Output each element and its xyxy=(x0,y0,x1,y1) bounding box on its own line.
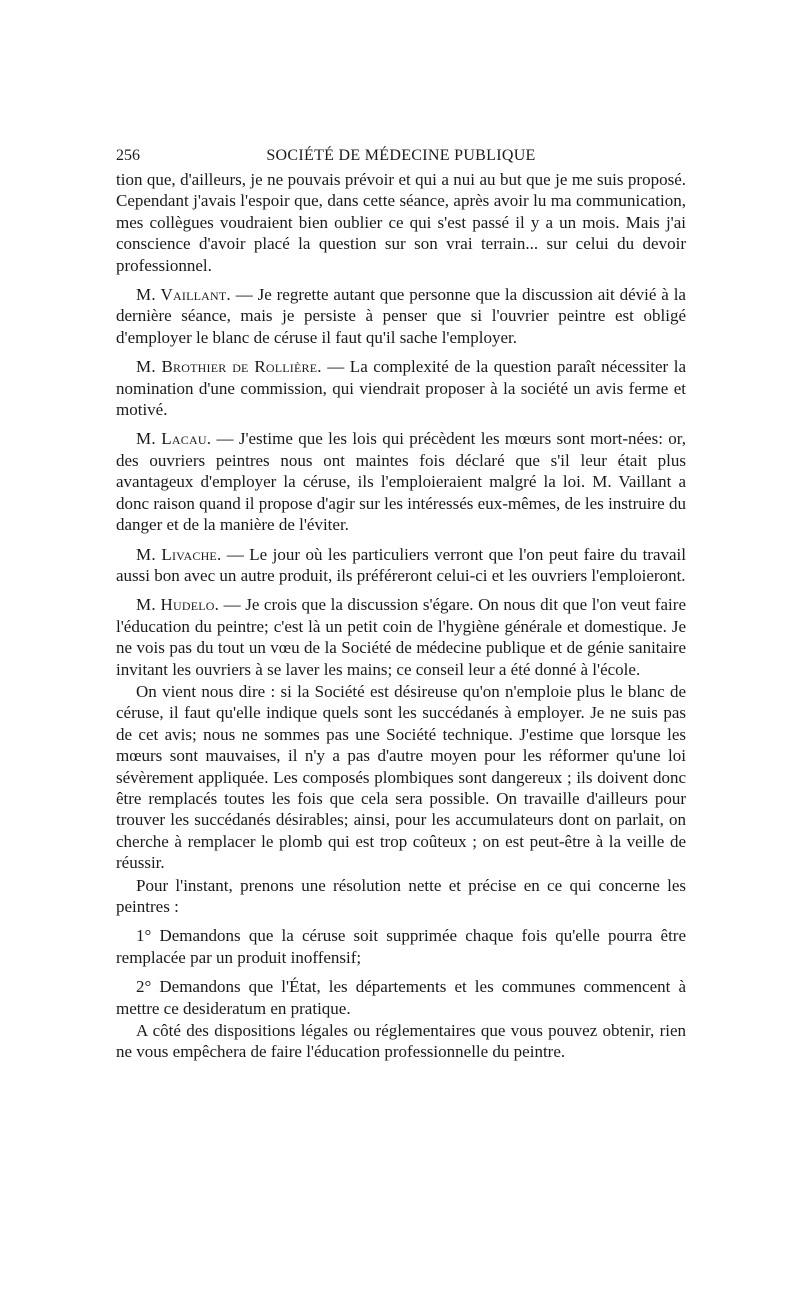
resolution-item-2 xyxy=(116,976,686,1019)
page-number: 256 xyxy=(116,147,140,164)
paragraph-text: — Le jour où les particuliers verront que l'on peut faire du travail aussi bon avec un autre produit, ils préféreront celui-ci et les ouvriers l'emploieront. xyxy=(116,544,686,585)
speaker-name: M. Lacau. xyxy=(136,429,212,449)
paragraph-text: — J'estime que les lois qui précèdent les mœurs sont mort-nées: or, des ouvriers peintres nous ont maintes fois déclaré que s'il leur était plus avantageux d'employer la céruse, ils l'emploieraient malgré la loi. M. Vaillant a donc raison quand il propose d'agir sur les intéressés eux-mêmes, de les instruire du danger et de la manière de l'éviter. xyxy=(116,429,687,535)
paragraph-text: — Je regrette autant que personne que la discussion ait dévié à la dernière séance, mais je persiste à penser que si l'ouvrier peintre est obligé d'employer le blanc de céruse il faut qu'il sache l'employer. xyxy=(116,285,686,347)
paragraph-hudelo xyxy=(116,594,686,680)
paragraph-lacau xyxy=(116,428,686,535)
paragraph-text: A côté des dispositions légales ou réglementaires que vous pouvez obtenir, rien ne vous empêchera de faire l'éducation professionnelle du peintre. xyxy=(116,1021,686,1062)
paragraph-text: On vient nous dire : si la Société est désireuse qu'on n'emploie plus le blanc de céruse, il faut qu'elle indique quels sont les succédanés à employer. Je ne suis pas de cet avis; nous ne sommes pas une Société technique. J'estime que lorsque les mœurs sont mauvaises, il n'y a pas d'autre moyen pour les réformer qu'une loi sévèrement appliquée. Les composés plombiques sont dangereux ; ils doivent donc être remplacés toutes les fois que cela sera possible. On travaille d'ailleurs pour trouver les succédanés désirables; ainsi, pour les accumulateurs dont on parlait, on cherche à remplacer le plomb qui est trop coûteux ; on est peut-être à la veille de réussir. xyxy=(116,681,686,873)
paragraph-text: — La complexité de la question paraît nécessiter la nomination d'une commission, qui viendrait proposer à la société un avis ferme et motivé. xyxy=(116,357,686,420)
paragraph-vaillant xyxy=(116,284,686,348)
running-title: SOCIÉTÉ DE MÉDECINE PUBLIQUE xyxy=(266,147,536,164)
speaker-name: M. Livache. xyxy=(136,544,222,564)
speaker-name: M. Brothier de Rollière. xyxy=(136,357,322,377)
paragraph-text: tion que, d'ailleurs, je ne pouvais prévoir et qui a nui au but que je me suis proposé. Cependant j'avais l'espoir que, dans cette séance, après avoir lu ma communication, mes collègues voudraient bien oublier ce qui s'est passé il y a un mois. Mais j'ai conscience d'avoir placé la question sur son vrai terrain... sur celui du devoir professionnel. xyxy=(116,170,686,275)
resolution-item-1 xyxy=(116,925,686,968)
paragraph-text: 2° Demandons que l'État, les départements et les communes commencent à mettre ce desideratum en pratique. xyxy=(116,977,686,1018)
running-head xyxy=(116,145,686,169)
paragraph-continuation xyxy=(116,169,686,276)
paragraph-livache xyxy=(116,544,686,587)
paragraph-text: — Je crois que la discussion s'égare. On nous dit que l'on veut faire l'éducation du peintre; c'est là un petit coin de l'hygiène générale et domestique. Je ne vois pas du tout un vœu de la Société de médecine publique et de génie sanitaire invitant les ouvriers à se laver les mains; ce conseil leur a été donné à l'école. xyxy=(116,595,686,679)
paragraph-closing xyxy=(116,1020,686,1063)
speaker-name: M. Hudelo. xyxy=(136,595,220,615)
document-page xyxy=(116,145,686,1064)
paragraph-text: Pour l'instant, prenons une résolution nette et précise en ce qui concerne les peintres : xyxy=(116,875,686,916)
body-text xyxy=(116,169,686,1063)
paragraph-hudelo-continued xyxy=(116,681,686,874)
speaker-name: M. Vaillant. xyxy=(136,285,231,305)
paragraph-brothier-de-rolliere xyxy=(116,356,686,420)
paragraph-text: 1° Demandons que la céruse soit supprimée chaque fois qu'elle pourra être remplacée par un produit inoffensif; xyxy=(116,926,686,967)
paragraph-resolution-intro xyxy=(116,875,686,918)
